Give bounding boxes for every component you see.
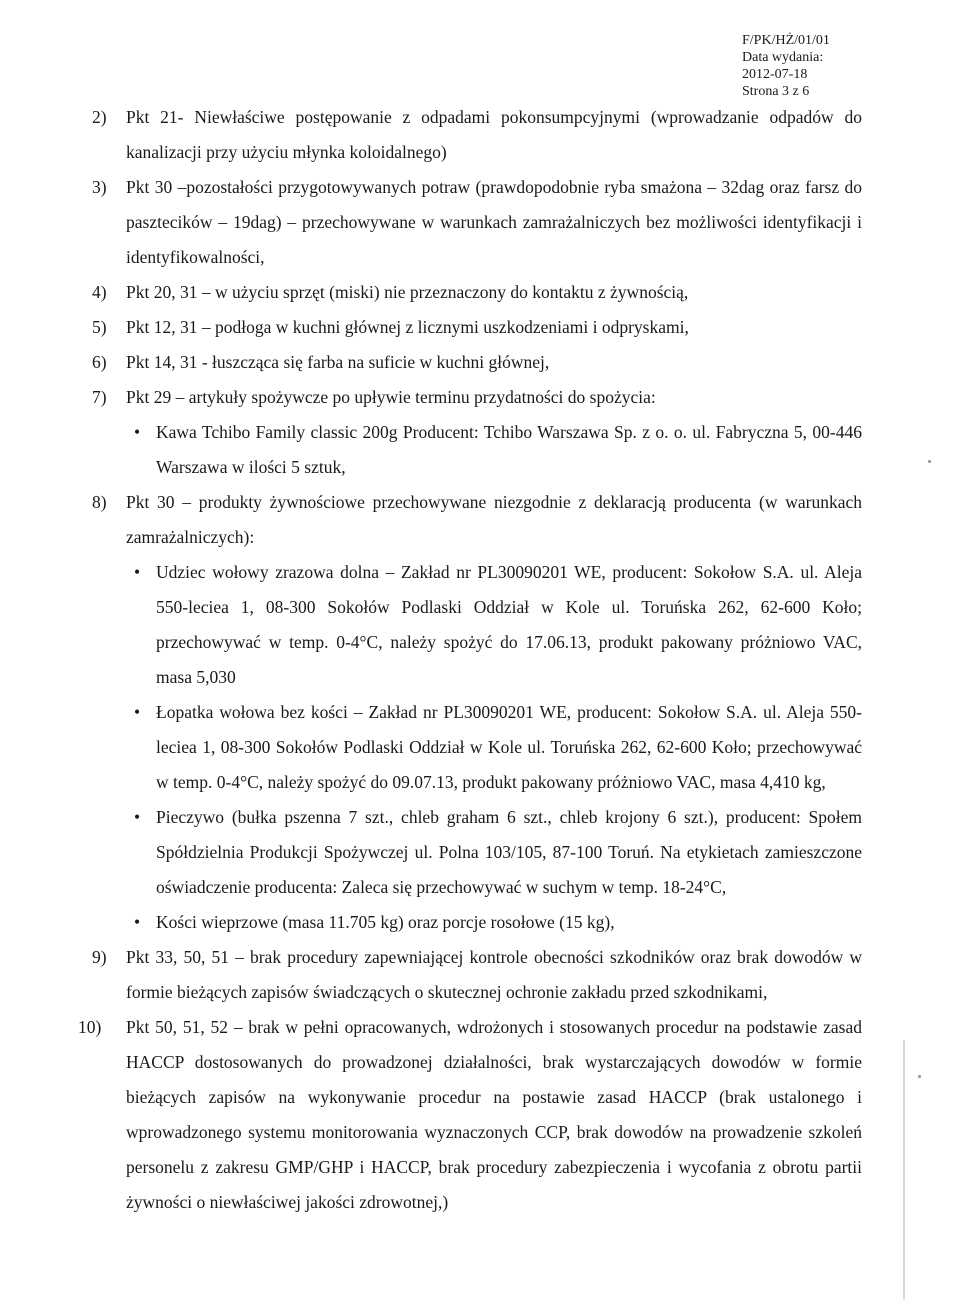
list-item [92,100,862,170]
item-text: Pkt 50, 51, 52 – brak w pełni opracowanych, wdrożonych i stosowanych procedur na podstawie zasad HACCP dostosowanych do prowadzonej działalności, brak wystarczających dowodów w formie bieżących zapisów na wykonywanie procedur na postawie zasad HACCP (brak ustalonego i wprowadzonego systemu monitorowania wyznaczonych CCP, brak dowodów na prowadzenie szkoleń personelu z zakresu GMP/GHP i HACCP, brak procedury zabezpieczenia i wycofania z obrotu partii żywności o niewłaściwej jakości zdrowotnej,) [126,1017,862,1212]
scan-speck [918,1075,921,1078]
bullet-text: Pieczywo (bułka pszenna 7 szt., chleb graham 6 szt., chleb krojony 6 szt.), producent: Społem Spółdzielnia Produkcji Spożywczej ul. Polna 103/105, 87-100 Toruń. Na etykietach zamieszczone oświadczenie producenta: Zaleca się przechowywać w suchym w temp. 18-24°C, [156,807,862,897]
bullet-icon: • [134,807,141,827]
bullet-text: Kawa Tchibo Family classic 200g Producent: Tchibo Warszawa Sp. z o. o. ul. Fabryczna 5, 00-446 Warszawa w ilości 5 sztuk, [156,422,862,477]
item-text: Pkt 14, 31 - łuszcząca się farba na suficie w kuchni głównej, [126,352,550,372]
bullet-text: Łopatka wołowa bez kości – Zakład nr PL30090201 WE, producent: Sokołow S.A. ul. Aleja 550-leciea 1, 08-300 Sokołów Podlaski Oddział w Kole ul. Toruńska 262, 62-600 Koło; przechowywać w temp. 0-4°C, należy spożyć do 09.07.13, produkt pakowany próżniowo VAC, masa 4,410 kg, [156,702,862,792]
list-item [92,485,862,555]
item-number: 10) [78,1017,102,1037]
issue-date-label: Data wydania: [742,50,824,65]
item-number: 3) [92,177,107,197]
list-item [92,170,862,275]
bullet-icon: • [134,912,141,932]
item-number: 2) [92,107,107,127]
bullet-item [92,800,862,905]
bullet-item [92,415,862,485]
item-text: Pkt 30 –pozostałości przygotowywanych potraw (prawdopodobnie ryba smażona – 32dag oraz farsz do pasztecików – 19dag) – przechowywane w warunkach zamrażalniczych bez możliwości identyfikacji i identyfikowalności, [126,177,862,267]
item-text: Pkt 29 – artykuły spożywcze po upływie terminu przydatności do spożycia: [126,387,656,407]
list-item [78,1010,862,1220]
item-text: Pkt 30 – produkty żywnościowe przechowywane niezgodnie z deklaracją producenta (w warunkach zamrażalniczych): [126,492,862,547]
item-number: 4) [92,282,107,302]
scan-speck [928,460,931,463]
issue-date: 2012-07-18 [742,67,808,82]
item-text: Pkt 20, 31 – w użyciu sprzęt (miski) nie przeznaczony do kontaktu z żywnością, [126,282,689,302]
bullet-item [92,905,862,940]
item-text: Pkt 12, 31 – podłoga w kuchni głównej z licznymi uszkodzeniami i odpryskami, [126,317,689,337]
list-item [92,275,862,310]
item-number: 7) [92,387,107,407]
list-item [92,940,862,1010]
list-item [92,345,862,380]
findings-list [78,100,862,1220]
item-text: Pkt 21- Niewłaściwe postępowanie z odpadami pokonsumpcyjnymi (wprowadzanie odpadów do kanalizacji przy użyciu młynka koloidalnego) [126,107,862,162]
item-number: 6) [92,352,107,372]
bullet-text: Kości wieprzowe (masa 11.705 kg) oraz porcje rosołowe (15 kg), [156,912,615,932]
item-number: 5) [92,317,107,337]
list-item [92,380,862,415]
page-number: Strona 3 z 6 [742,84,810,99]
document-header [742,32,830,100]
bullet-text: Udziec wołowy zrazowa dolna – Zakład nr PL30090201 WE, producent: Sokołow S.A. ul. Aleja 550-leciea 1, 08-300 Sokołów Podlaski Oddział w Kole ul. Toruńska 262, 62-600 Koło; przechowywać w temp. 0-4°C, należy spożyć do 17.06.13, produkt pakowany próżniowo VAC, masa 5,030 [156,562,862,687]
list-item [92,310,862,345]
bullet-icon: • [134,702,141,722]
bullet-item [92,555,862,695]
scan-edge-line [903,1040,905,1300]
item-text: Pkt 33, 50, 51 – brak procedury zapewniającej kontrole obecności szkodników oraz brak dowodów w formie bieżących zapisów świadczących o skutecznej ochronie zakładu przed szkodnikami, [126,947,862,1002]
item-number: 9) [92,947,107,967]
item-number: 8) [92,492,107,512]
bullet-icon: • [134,422,141,442]
document-code: F/PK/HŻ/01/01 [742,33,830,48]
bullet-icon: • [134,562,141,582]
bullet-item [92,695,862,800]
